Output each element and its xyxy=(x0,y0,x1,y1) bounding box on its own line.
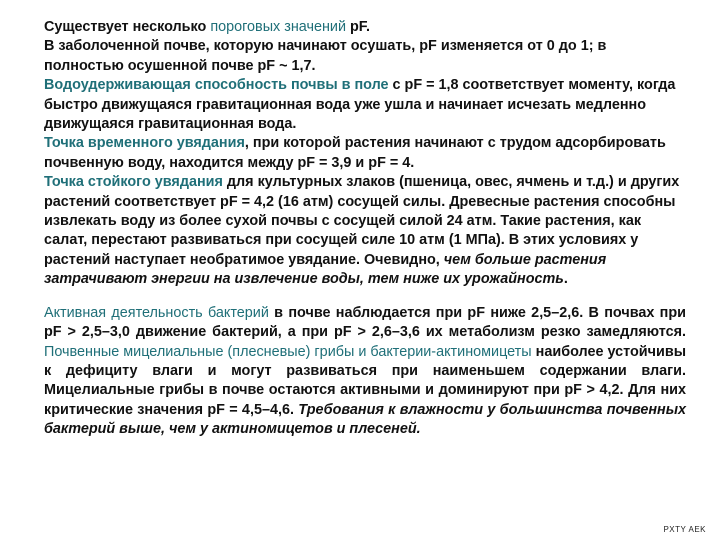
term-permanent-wilting: Точка стойкого увядания xyxy=(44,174,223,191)
text-permanent-wilting: для культурных злаков (пшеница, овес, ячмень и т.д.) и других растений соответствует pF = 4,2 (16 атм) сосущей силы. Древесные растения способны извлекать воду из более сухой почвы с сосущей силой 24 атм. Такие растения, как салат, перестают развиваться при сосущей силе 10 атм (1 МПа). В этих условиях у растений наступает необратимое увядание. Очевидно, xyxy=(44,174,680,268)
paragraph-bacteria xyxy=(44,304,686,440)
footer-label: PXTY AEK xyxy=(663,525,706,534)
text-field-capacity: с pF = 1,8 соответствует моменту, когда быстро движущаяся гравитационная вода уже ушла и начинает исчезать медленно движущаяся гравитационная вода. xyxy=(44,77,676,133)
text-period: . xyxy=(563,271,568,288)
text-temporary-wilting: , при которой растения начинают с трудом адсорбировать почвенную воду, находится между pF = 3,9 и pF = 4. xyxy=(44,135,666,171)
text-intro: Существует несколько xyxy=(44,19,211,35)
term-temporary-wilting: Точка временного увядания xyxy=(44,135,245,152)
text-moisture-requirements: Требования к влажности у большинства почвенных бактерий выше, чем у актиномицетов и плесеней. xyxy=(44,401,687,438)
slide-content xyxy=(44,18,686,440)
term-fungi-actinomycetes: Почвенные мицелиальные (плесневые) грибы и бактерии-актиномицеты xyxy=(44,343,532,360)
text-waterlogged-soil: В заболоченной почве, которую начинают осушать, pF изменяется от 0 до 1; в полностью осушенной почве pF ~ 1,7. xyxy=(44,38,607,74)
term-bacterial-activity: деятельность бактерий xyxy=(111,304,269,321)
text-active: Активная xyxy=(44,304,112,321)
paragraph-thresholds xyxy=(44,18,686,290)
text-pf: pF. xyxy=(346,19,370,35)
text-fungi-resistance: наиболее устойчивы к дефициту влаги и могут развиваться при наименьшем содержании влаги. Мицелиальные грибы в почве остаются активными и доминируют при pF > 4,2. Для них критические значения pF = 4,5–4,6. xyxy=(44,343,686,418)
text-energy-yield: чем больше растения затрачивают энергии на извлечение воды, тем ниже их урожайность xyxy=(44,251,607,288)
text-bacteria-pf: в почве наблюдается при pF ниже 2,5–2,6. В почвах при pF > 2,5–3,0 движение бактерий, а при pF > 2,6–3,6 их метаболизм резко замедляются. xyxy=(44,304,686,341)
term-field-capacity: Водоудерживающая способность почвы в поле xyxy=(44,77,389,94)
term-threshold-values: пороговых значений xyxy=(210,19,346,35)
